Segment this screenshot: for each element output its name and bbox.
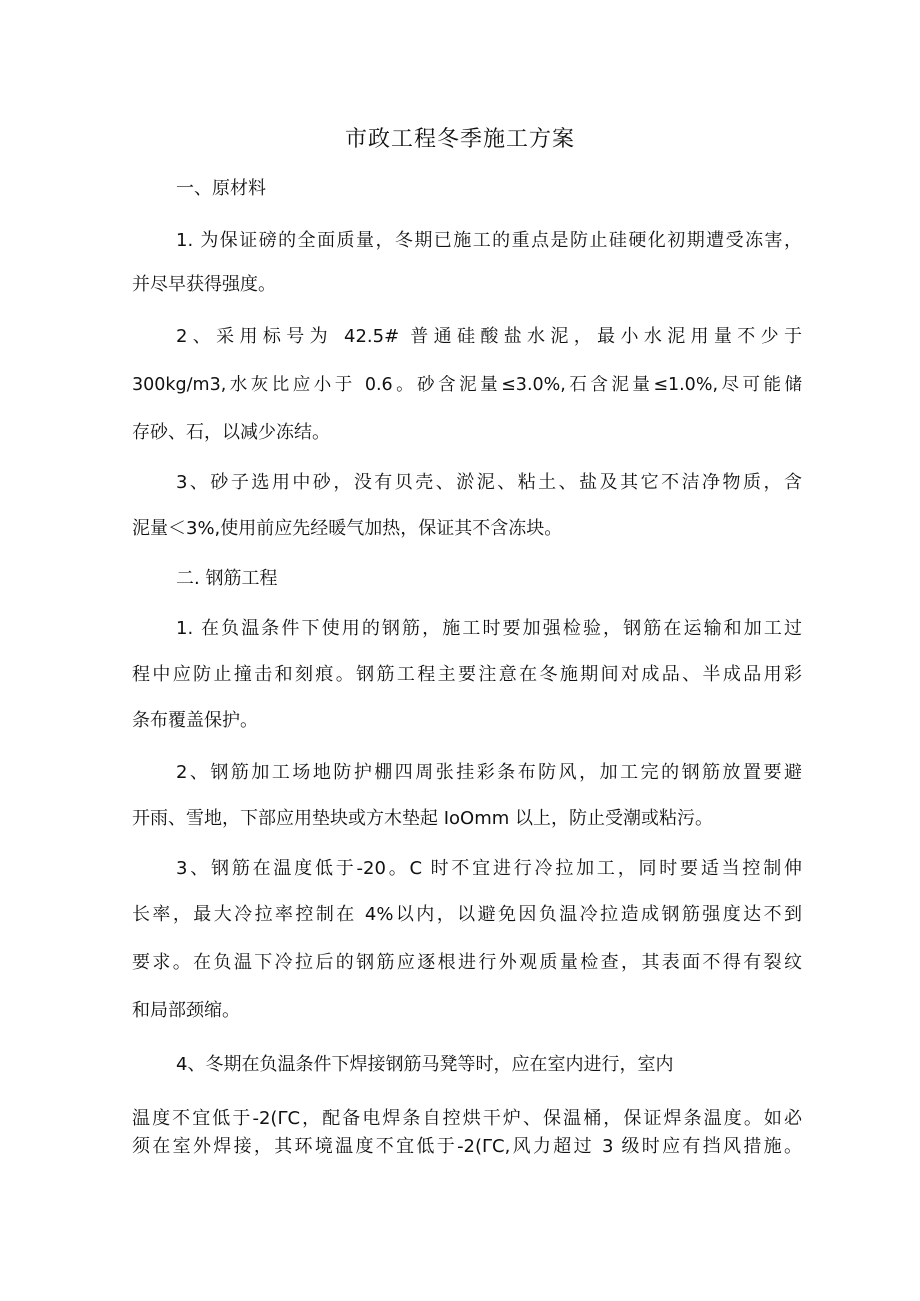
paragraph-line: 程中应防止撞击和刻痕。钢筋工程主要注意在冬施期间对成品、半成品用彩 <box>132 664 802 685</box>
paragraph-line: 长率，最大冷拉率控制在 4%以内，以避免因负温冷拉造成钢筋强度达不到 <box>132 904 802 925</box>
document-title: 市政工程冬季施工方案 <box>344 127 575 152</box>
paragraph-line: 条布覆盖保护。 <box>132 710 258 731</box>
paragraph-line: 须在室外焊接，其环境温度不宜低于-2(ΓC,风力超过 3 级时应有挡风措施。 <box>132 1136 802 1157</box>
paragraph-line: 2、采用标号为 42.5# 普通硅酸盐水泥，最小水泥用量不少于 <box>176 326 802 347</box>
paragraph-line: 3、砂子选用中砂，没有贝壳、淤泥、粘土、盐及其它不洁净物质，含 <box>176 472 802 493</box>
paragraph-line: 并尽早获得强度。 <box>132 274 276 295</box>
paragraph-line: 1. 在负温条件下使用的钢筋，施工时要加强检验，钢筋在运输和加工过 <box>176 618 802 639</box>
paragraph-line: 4、冬期在负温条件下焊接钢筋马凳等时，应在室内进行，室内 <box>176 1054 674 1075</box>
paragraph-line: 要求。在负温下冷拉后的钢筋应逐根进行外观质量检查，其表面不得有裂纹 <box>132 952 802 973</box>
paragraph-line: 300kg∕m3,水灰比应小于 0.6。砂含泥量≤3.0%,石含泥量≤1.0%,尽可能储 <box>132 375 802 395</box>
paragraph-line: 温度不宜低于-2(ΓC，配备电焊条自控烘干炉、保温桶，保证焊条温度。如必 <box>132 1108 802 1129</box>
paragraph-line: 存砂、石，以减少冻结。 <box>132 422 330 443</box>
paragraph-line: 和局部颈缩。 <box>132 1000 240 1021</box>
section-heading-rebar: 二. 钢筋工程 <box>176 568 278 589</box>
section-heading-raw-materials: 一、原材料 <box>176 178 266 199</box>
paragraph-line: 开雨、雪地，下部应用垫块或方木垫起 IoOmm 以上，防止受潮或粘污。 <box>132 808 713 829</box>
paragraph-line: 2、钢筋加工场地防护棚四周张挂彩条布防风，加工完的钢筋放置要避 <box>176 762 802 783</box>
paragraph-line: 3、钢筋在温度低于-20。C 时不宜进行冷拉加工，同时要适当控制伸 <box>176 858 802 879</box>
paragraph-line: 泥量＜3%,使用前应先经暖气加热，保证其不含冻块。 <box>132 518 563 539</box>
paragraph-line: 1. 为保证磅的全面质量，冬期已施工的重点是防止硅硬化初期遭受冻害， <box>176 230 802 251</box>
